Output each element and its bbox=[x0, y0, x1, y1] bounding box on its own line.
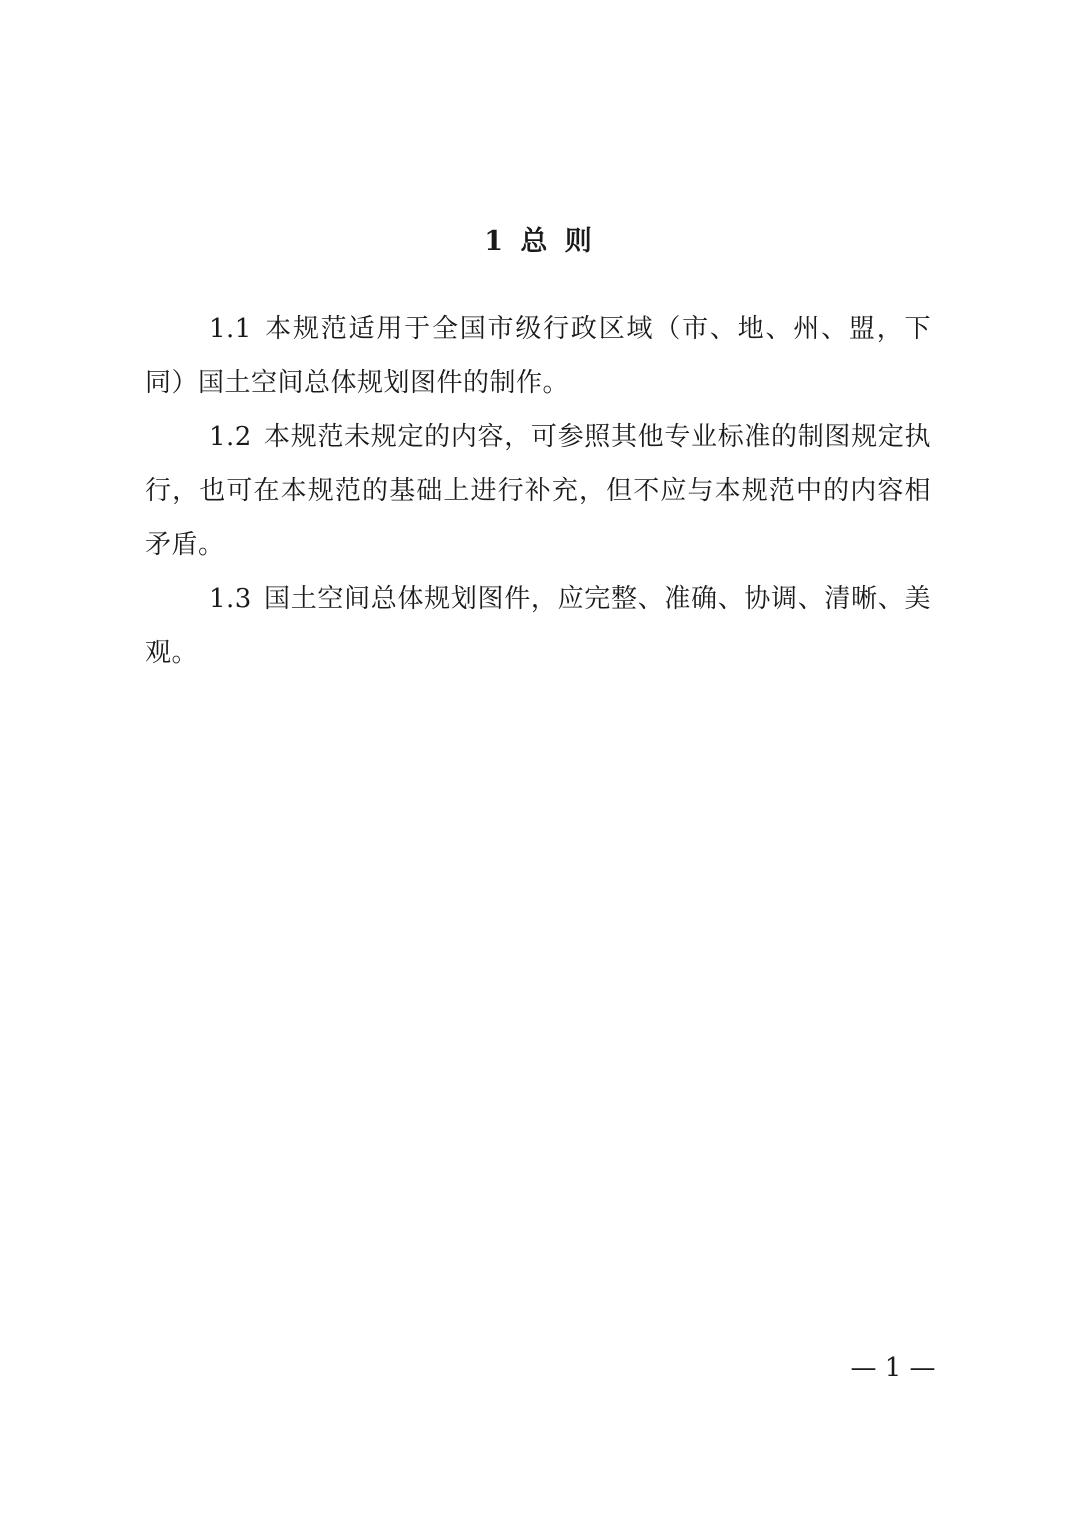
clause-1-2 bbox=[145, 410, 931, 572]
clause-number: 1.3 bbox=[209, 584, 252, 614]
clause-text: 国土空间总体规划图件，应完整、准确、协调、清晰、美观。 bbox=[145, 584, 931, 668]
clause-text: 本规范适用于全国市级行政区域（市、地、州、盟，下同）国土空间总体规划图件的制作。 bbox=[145, 314, 931, 398]
page-number: — 1 — bbox=[850, 1353, 936, 1383]
body-text bbox=[145, 302, 931, 680]
clause-1-3 bbox=[145, 572, 931, 680]
chapter-title: 1 总 则 bbox=[484, 226, 596, 257]
clause-number: 1.2 bbox=[209, 422, 252, 452]
clause-1-1 bbox=[145, 302, 931, 410]
clause-text: 本规范未规定的内容，可参照其他专业标准的制图规定执行，也可在本规范的基础上进行补充，但不应与本规范中的内容相矛盾。 bbox=[145, 422, 931, 560]
clause-number: 1.1 bbox=[209, 314, 252, 344]
